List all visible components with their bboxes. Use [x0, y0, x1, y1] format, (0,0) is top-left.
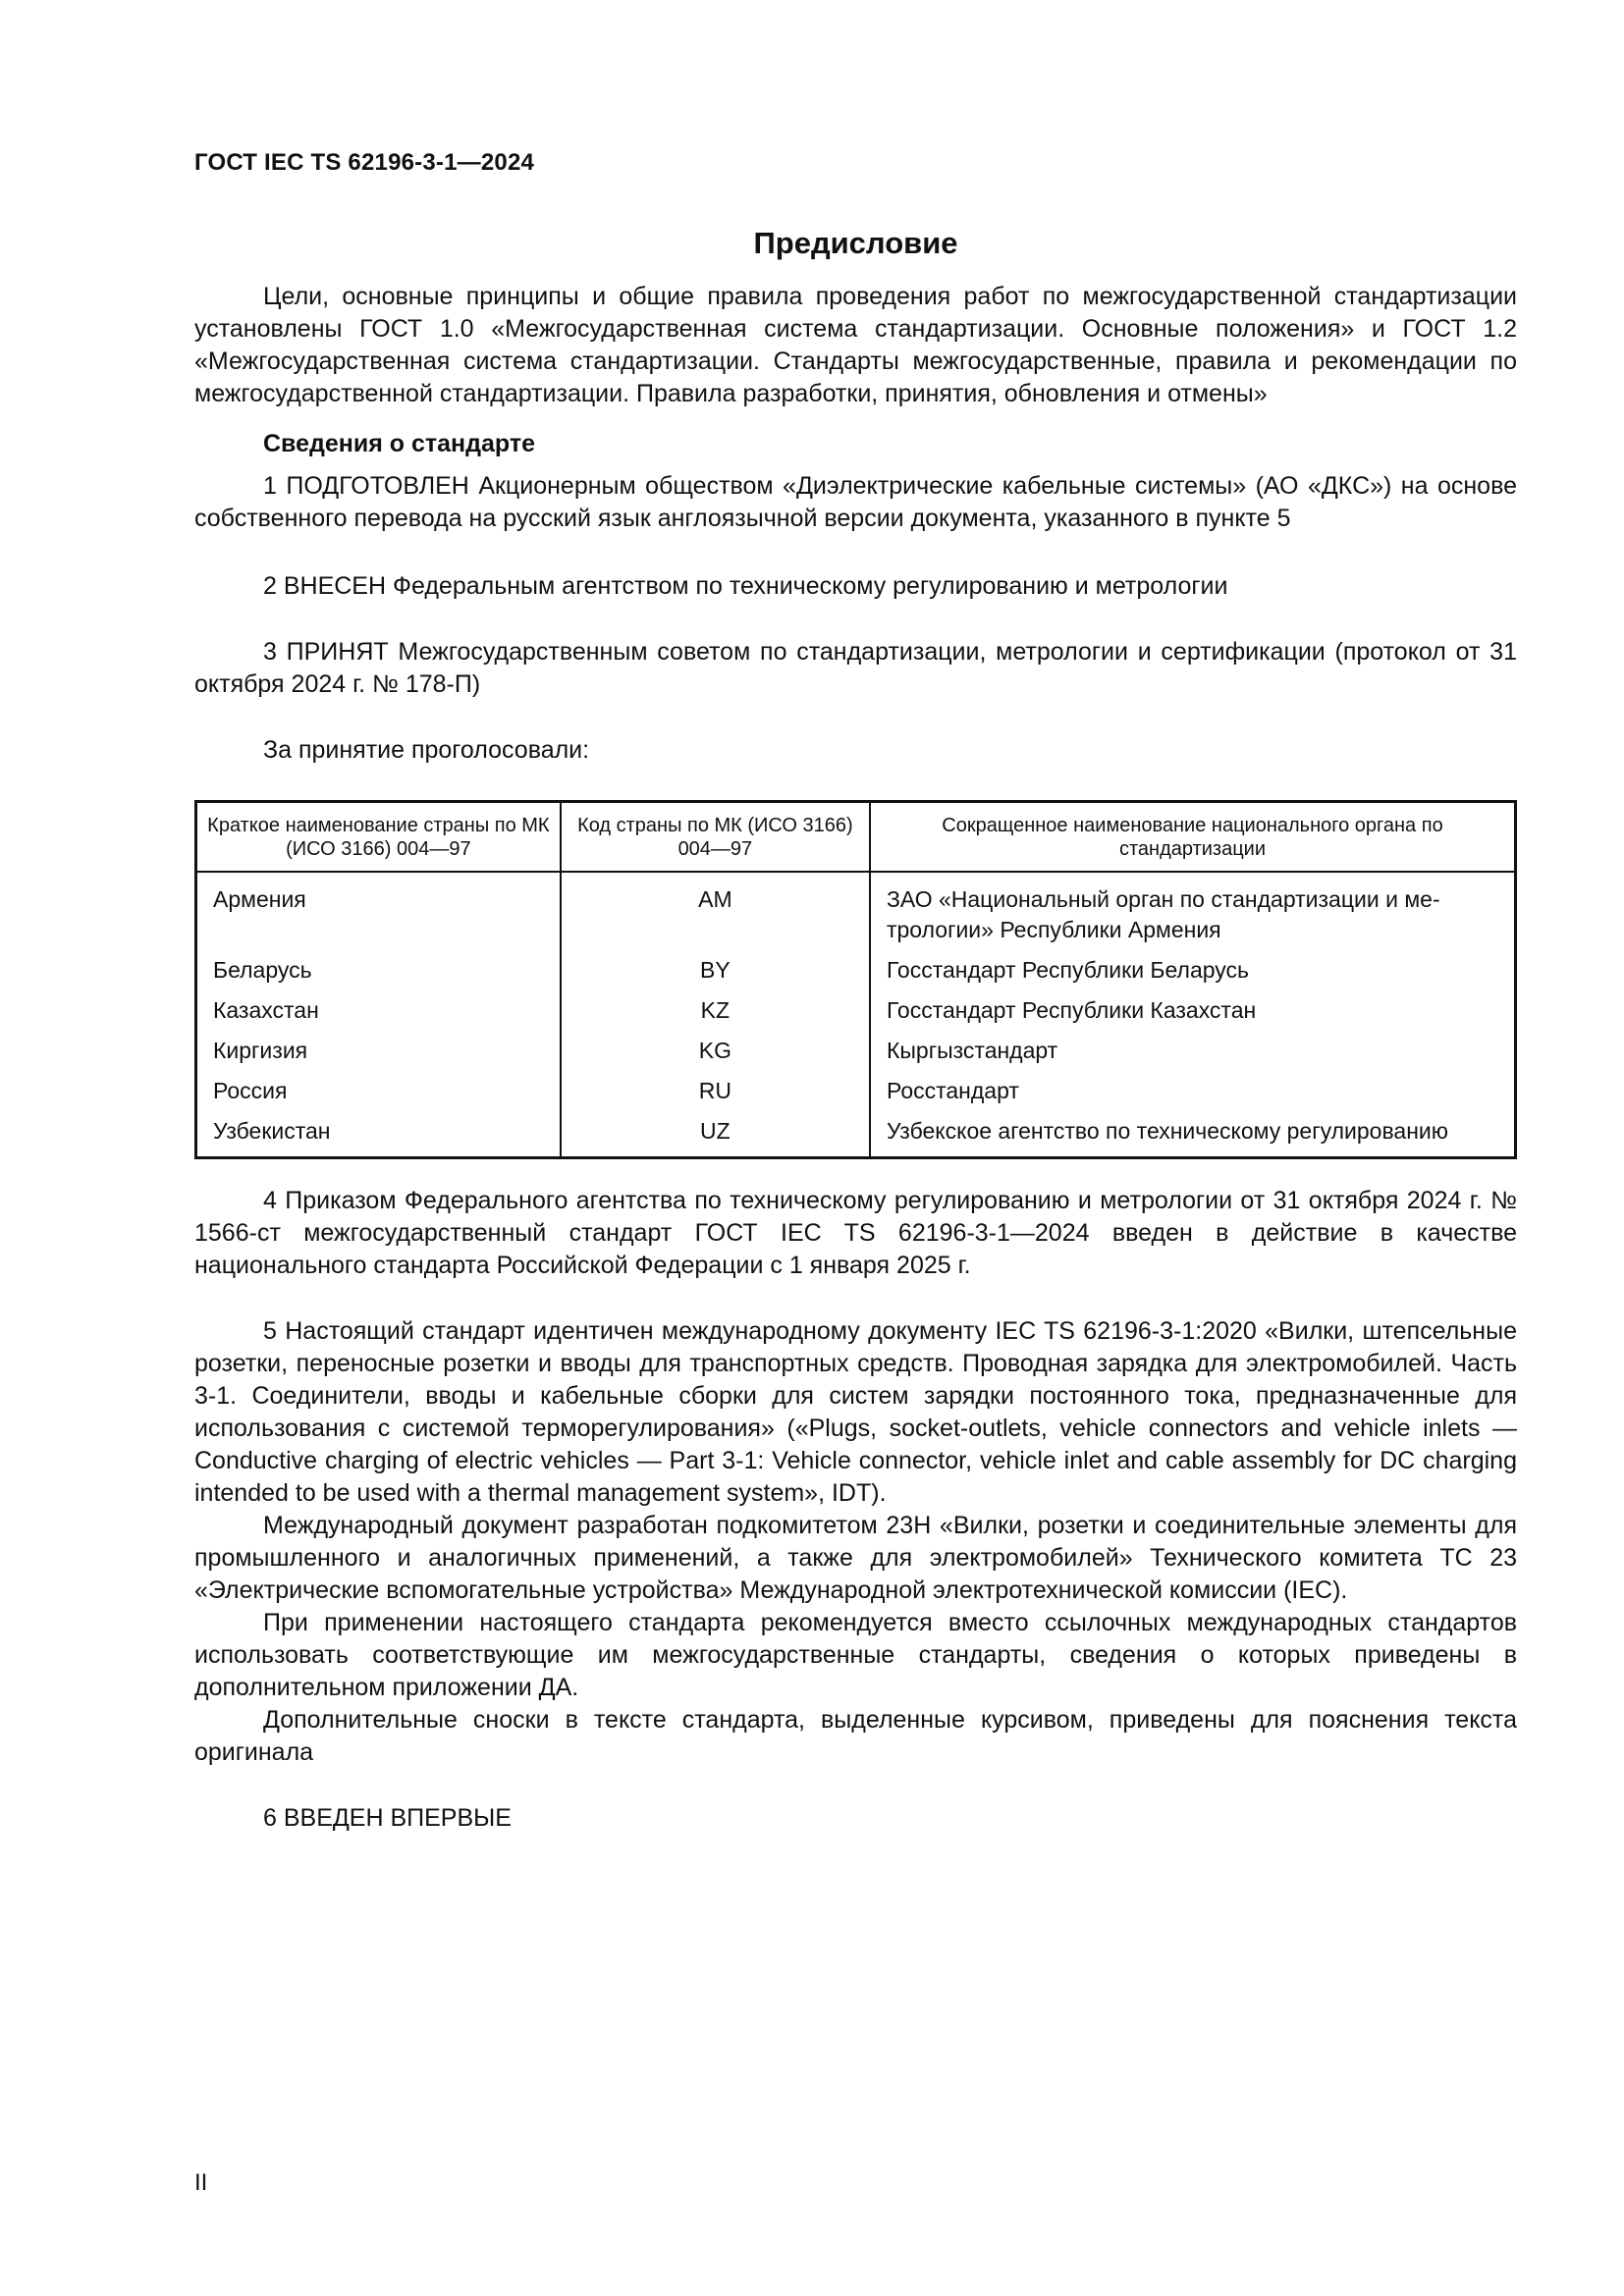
- page-title: Предисловие: [753, 226, 958, 260]
- cell-body: Росстандарт: [886, 1078, 1019, 1103]
- document-page: [194, 0, 1517, 2296]
- voting-countries-table: [194, 800, 1517, 1159]
- cell-code: KZ: [561, 990, 870, 1031]
- table-row: [196, 1111, 1516, 1158]
- intro-paragraph: Цели, основные принципы и общие правила проведения работ по межгосударственной стандартизации установлены ГОСТ 1.0 «Межгосударственная система стандартизации. Основные положения» и ГОСТ 1.2 «Межгосударственная система стандартизации. Стандарты межгосударственные, правила и рекомендации по межгосударственной стандартизации. Правила разработки, принятия, обновления и отмены»: [194, 283, 1517, 407]
- table-row: [196, 1071, 1516, 1111]
- cell-code: BY: [561, 950, 870, 990]
- cell-country: Казахстан: [196, 990, 561, 1031]
- table-row: [196, 950, 1516, 990]
- item-5-developer: Международный документ разработан подкомитетом 23H «Вилки, розетки и соединительные элементы для промышленного и аналогичных применений, а также для электромобилей» Технического комитета ТС 23 «Электрические вспомогательные устройства» Международной электротехнической комиссии (IEC).: [194, 1512, 1517, 1604]
- cell-country: Армения: [196, 872, 561, 950]
- item-2-submitted: 2 ВНЕСЕН Федеральным агентством по техническому регулированию и метрологии: [263, 572, 1228, 600]
- cell-country: Беларусь: [196, 950, 561, 990]
- cell-code: RU: [561, 1071, 870, 1111]
- item-5-references: При применении настоящего стандарта рекомендуется вместо ссылочных международных стандартов использовать соответствующие им межгосударственные стандарты, сведения о которых приведены в дополнительном приложении ДА.: [194, 1609, 1517, 1701]
- table-header-row: [196, 802, 1516, 873]
- voted-for-label: За принятие проголосовали:: [263, 736, 590, 764]
- header-national-body: Сокращенное наименование национального органа по стандартизации: [870, 802, 1516, 873]
- header-country-name: Краткое наименование страны по МК (ИСО 3166) 004—97: [196, 802, 561, 873]
- item-6-introduced: 6 ВВЕДЕН ВПЕРВЫЕ: [263, 1804, 512, 1832]
- cell-country: Россия: [196, 1071, 561, 1111]
- cell-country: Киргизия: [196, 1031, 561, 1071]
- cell-code: AM: [561, 872, 870, 950]
- item-4-enacted: 4 Приказом Федерального агентства по техническому регулированию и метрологии от 31 октября 2024 г. № 1566-ст межгосударственный стандарт ГОСТ IEC TS 62196-3-1—2024 введен в действие в качестве национального стандарта Российской Федерации с 1 января 2025 г.: [194, 1187, 1517, 1279]
- cell-code: KG: [561, 1031, 870, 1071]
- cell-country: Узбекистан: [196, 1111, 561, 1158]
- cell-body: Госстандарт Республики Беларусь: [886, 957, 1250, 983]
- cell-code: UZ: [561, 1111, 870, 1158]
- table-row: [196, 872, 1516, 950]
- header-country-code: Код страны по МК (ИСО 3166) 004—97: [561, 802, 870, 873]
- item-5-footnotes: Дополнительные сноски в тексте стандарта, выделенные курсивом, приведены для пояснения текста оригинала: [194, 1706, 1517, 1766]
- cell-body: Кыргызстандарт: [886, 1038, 1058, 1063]
- cell-body: ЗАО «Национальный орган по стандартизации и метрологии» Республики Армения: [886, 886, 1440, 942]
- table-row: [196, 990, 1516, 1031]
- foreword-content: [194, 222, 1517, 1835]
- page-number: II: [194, 2169, 208, 2196]
- item-5-identical: 5 Настоящий стандарт идентичен международному документу IEC TS 62196-3-1:2020 «Вилки, штепсельные розетки, переносные розетки и вводы для транспортных средств. Проводная зарядка для электромобилей. Часть 3-1. Соединители, вводы и кабельные сборки для систем зарядки постоянного тока, предназначенные для использования с системой терморегулирования» («Plugs, socket-outlets, vehicle connectors and vehicle inlets — Conductive charging of electric vehicles — Part 3-1: Vehicle connector, vehicle inlet and cable assembly for DC charging intended to be used with a thermal management system», IDT).: [194, 1317, 1517, 1507]
- cell-body: Госстандарт Республики Казахстан: [886, 997, 1257, 1023]
- cell-body: Узбекское агентство по техническому регулированию: [886, 1118, 1448, 1144]
- item-1-prepared: 1 ПОДГОТОВЛЕН Акционерным обществом «Диэлектрические кабельные системы» (АО «ДКС») на основе собственного перевода на русский язык англоязычной версии документа, указанного в пункте 5: [194, 472, 1517, 532]
- standard-info-heading: Сведения о стандарте: [263, 430, 536, 457]
- item-3-adopted: 3 ПРИНЯТ Межгосударственным советом по стандартизации, метрологии и сертификации (протокол от 31 октября 2024 г. № 178-П): [194, 638, 1517, 698]
- table-row: [196, 1031, 1516, 1071]
- document-code-header: ГОСТ IEC TS 62196-3-1—2024: [194, 149, 535, 176]
